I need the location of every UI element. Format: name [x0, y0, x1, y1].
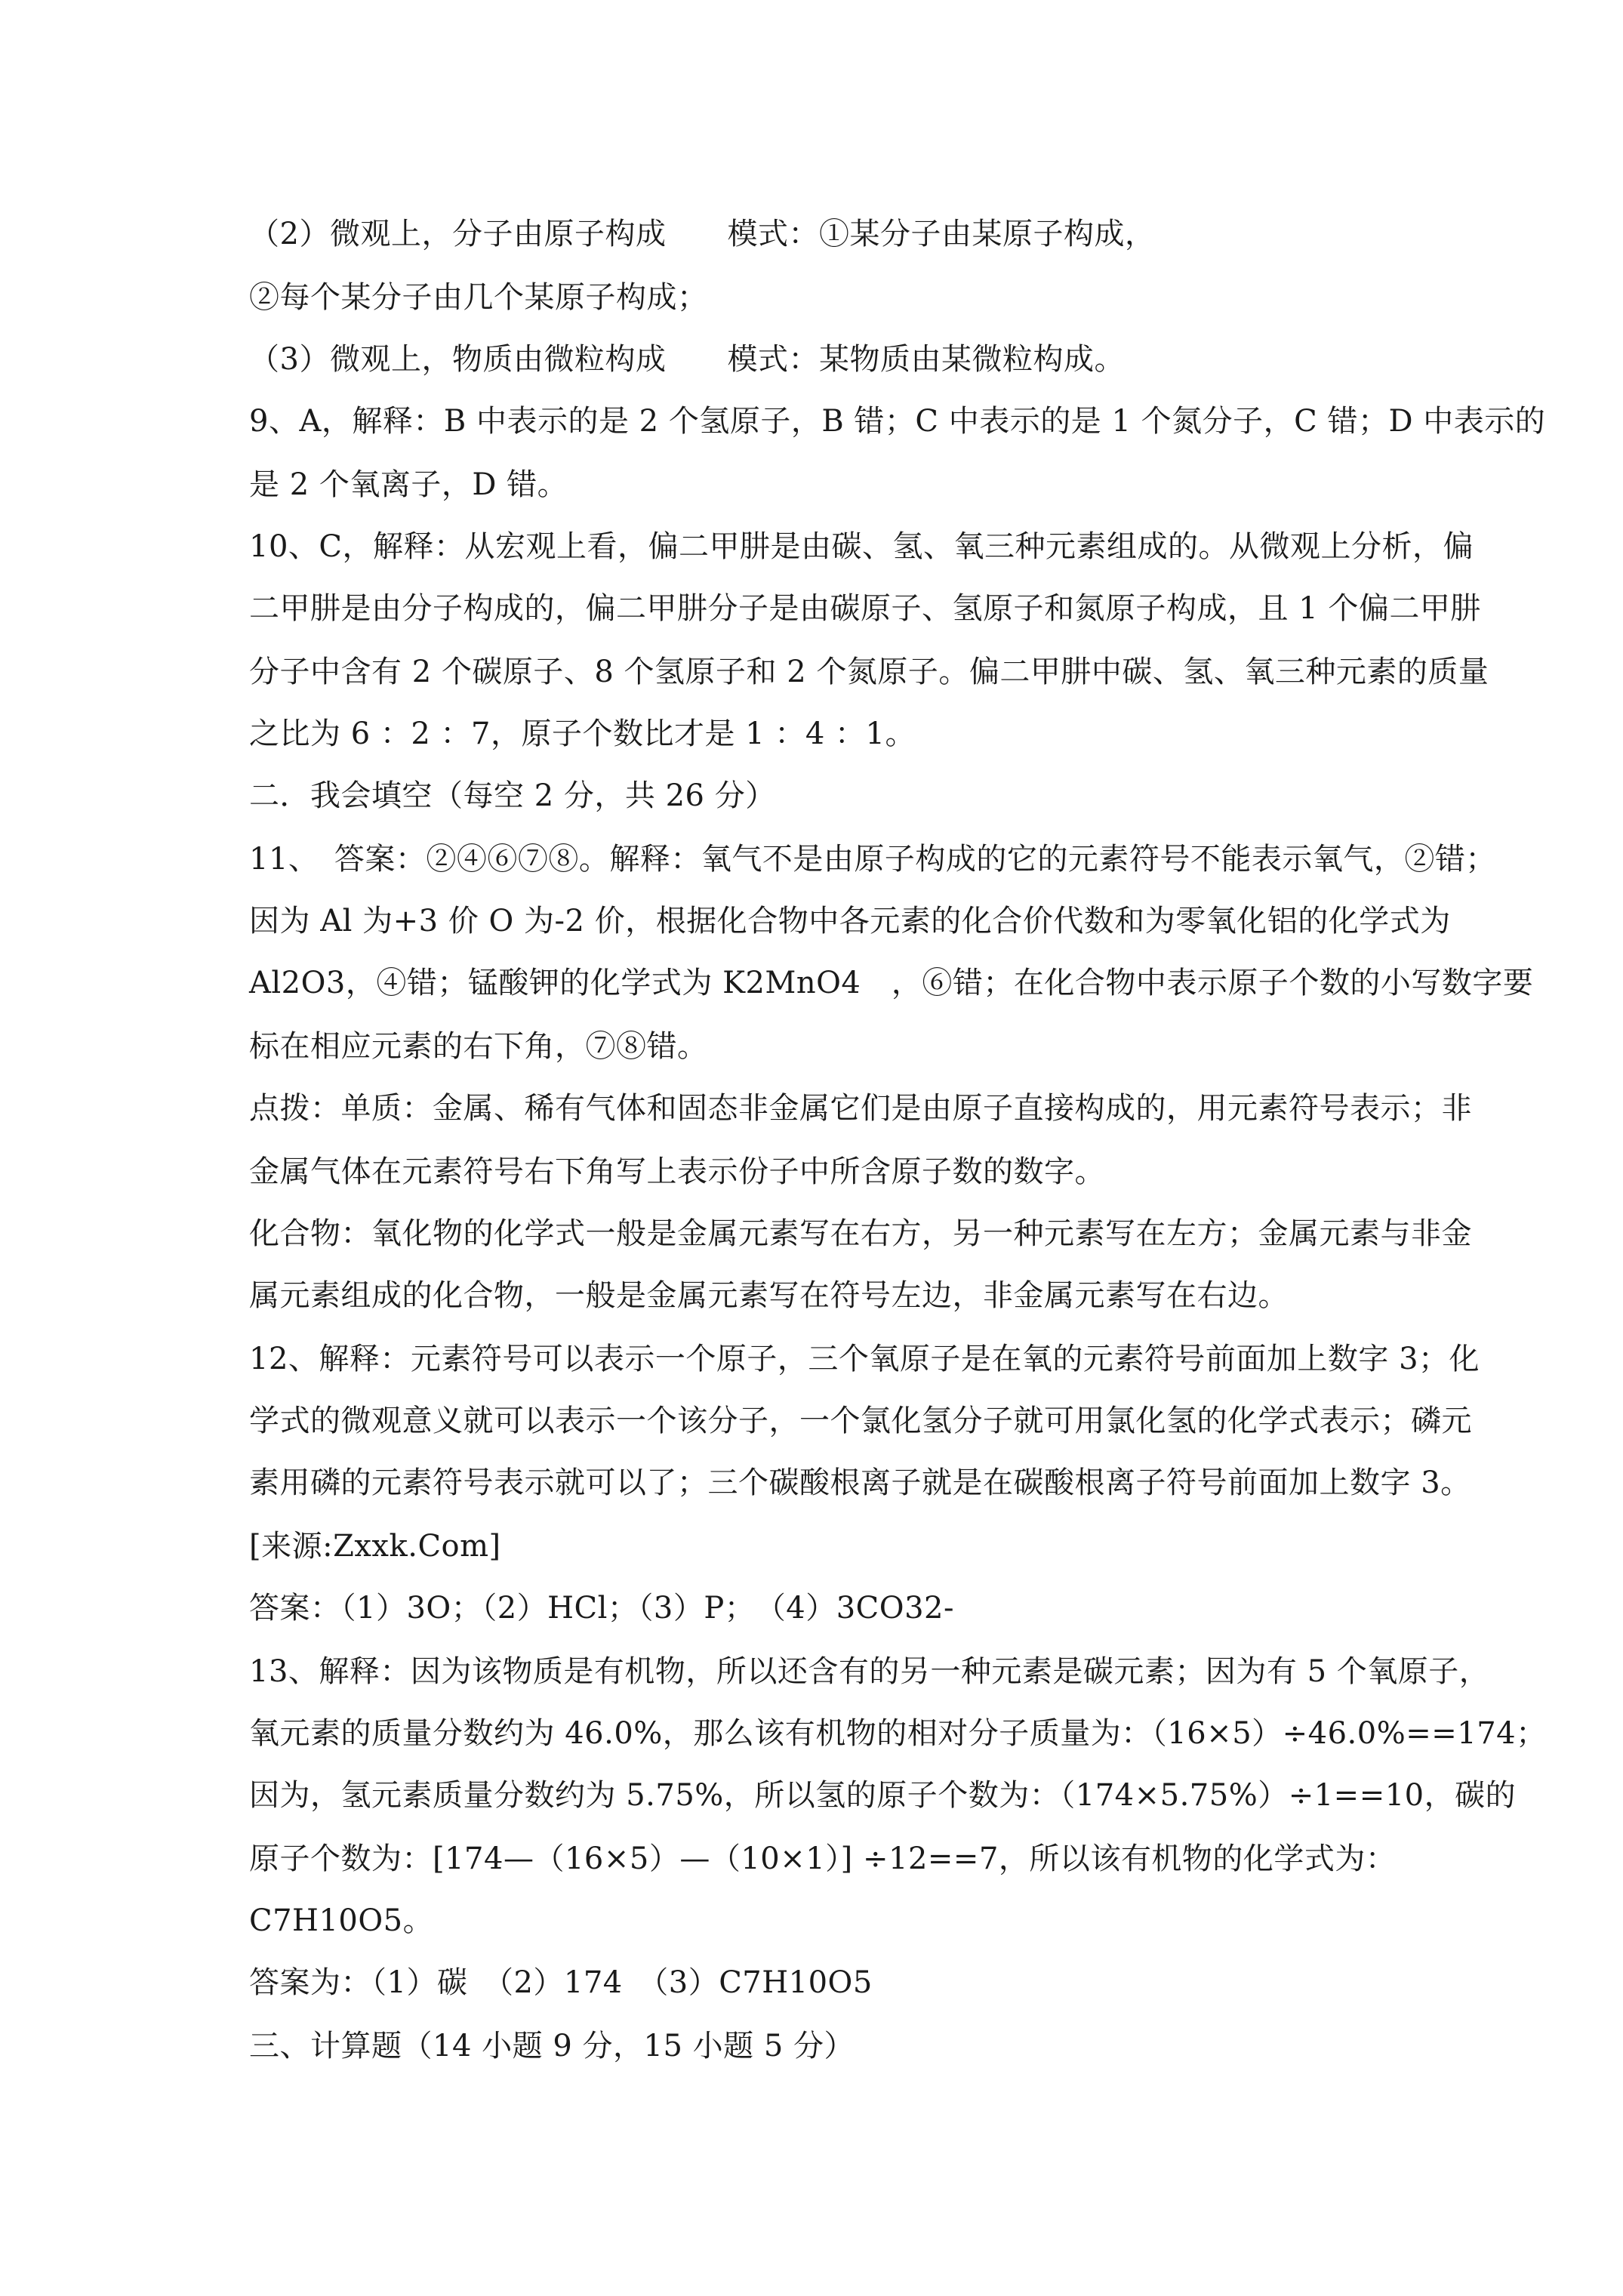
text-line: 因为 Al 为+3 价 O 为-2 价，根据化合物中各元素的化合价代数和为零氧化铝的化学式为: [249, 904, 1451, 938]
text-line: 原子个数为：[174—（16×5）—（10×1）] ÷12==7，所以该有机物的化学式为：: [249, 1841, 1397, 1876]
text-line: 学式的微观意义就可以表示一个该分子，一个氯化氢分子就可用氯化氢的化学式表示；磷元: [249, 1404, 1472, 1438]
text-line: 标在相应元素的右下角，⑦⑧错。: [249, 1029, 708, 1064]
text-line: 氧元素的质量分数约为 46.0%，那么该有机物的相对分子质量为：（16×5）÷46.0%==174；: [249, 1716, 1547, 1751]
text-line: ②每个某分子由几个某原子构成；: [249, 280, 708, 315]
text-line: 答案为：（1）碳 （2）174 （3）C7H10O5: [249, 1965, 873, 2000]
text-line: 属元素组成的化合物，一般是金属元素写在符号左边，非金属元素写在右边。: [249, 1278, 1289, 1313]
text-line: 之比为 6 ：2 ：7，原子个数比才是 1 ：4 ：1。: [249, 717, 916, 751]
text-line: 13、解释：因为该物质是有机物，所以还含有的另一种元素是碳元素；因为有 5 个氧原子，: [249, 1654, 1490, 1689]
text-line: 11、 答案：②④⑥⑦⑧。解释：氧气不是由原子构成的它的元素符号不能表示氧气，②错；: [249, 842, 1496, 877]
source-note: [来源:Zxxk.Com]: [249, 1529, 501, 1564]
section-heading: 三、计算题（14 小题 9 分，15 小题 5 分）: [249, 2029, 855, 2063]
text-line: 素用磷的元素符号表示就可以了；三个碳酸根离子就是在碳酸根离子符号前面加上数字 3。: [249, 1465, 1471, 1500]
text-line: （2）微观上，分子由原子构成 模式：①某分子由某原子构成，: [249, 217, 1156, 251]
text-line: 二甲肼是由分子构成的，偏二甲肼分子是由碳原子、氢原子和氮原子构成，且 1 个偏二甲肼: [249, 591, 1481, 626]
section-heading: 二．我会填空（每空 2 分，共 26 分）: [249, 778, 776, 813]
text-line: 9、A，解释：B 中表示的是 2 个氢原子，B 错；C 中表示的是 1 个氮分子，C 错；D 中表示的: [249, 404, 1546, 439]
text-line: 因为，氢元素质量分数约为 5.75%，所以氢的原子个数为：（174×5.75%）÷1==10，碳的: [249, 1778, 1517, 1813]
text-line: 化合物：氧化物的化学式一般是金属元素写在右方，另一种元素写在左方；金属元素与非金: [249, 1216, 1472, 1251]
text-line: 答案：（1）3O；（2）HCl；（3）P； （4）3CO32-: [249, 1591, 954, 1626]
text-line: 12、解释：元素符号可以表示一个原子，三个氧原子是在氧的元素符号前面加上数字 3；化: [249, 1342, 1480, 1376]
text-line: 是 2 个氧离子，D 错。: [249, 467, 568, 502]
text-line: 点拨：单质：金属、稀有气体和固态非金属它们是由原子直接构成的，用元素符号表示；非: [249, 1091, 1472, 1126]
text-line: 分子中含有 2 个碳原子、8 个氢原子和 2 个氮原子。偏二甲肼中碳、氢、氧三种元素的质量: [249, 655, 1489, 689]
text-line: Al2O3，④错；锰酸钾的化学式为 K2MnO4 ，⑥错；在化合物中表示原子个数的小写数字要: [249, 966, 1534, 1000]
text-line: 金属气体在元素符号右下角写上表示份子中所含原子数的数字。: [249, 1154, 1105, 1189]
text-line: 10、C，解释：从宏观上看，偏二甲肼是由碳、氢、氧三种元素组成的。从微观上分析，偏: [249, 529, 1474, 564]
text-line: （3）微观上，物质由微粒构成 模式：某物质由某微粒构成。: [249, 342, 1125, 377]
text-line: C7H10O5。: [249, 1903, 434, 1938]
